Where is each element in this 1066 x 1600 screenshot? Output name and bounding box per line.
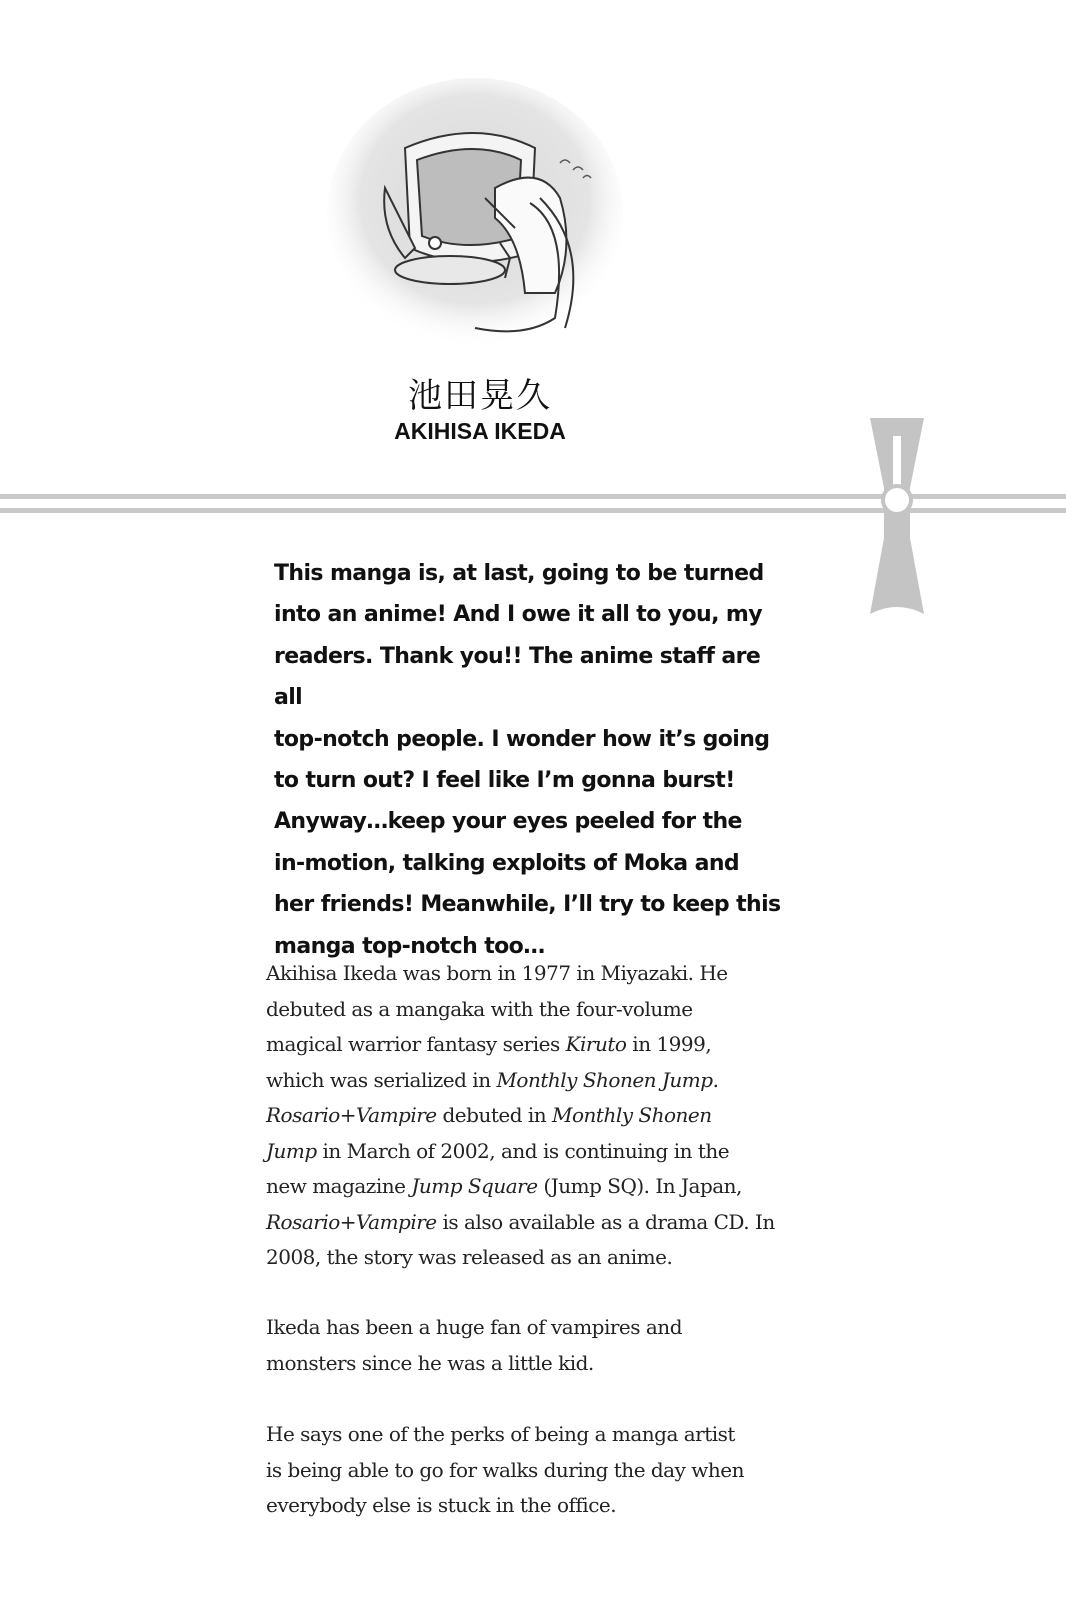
bio-line: Rosario+Vampire is also available as a drama CD. In [266, 1209, 775, 1234]
message-line: top-notch people. I wonder how it’s going [274, 726, 770, 752]
bio-line: Rosario+Vampire debuted in Monthly Shonen [266, 1103, 712, 1127]
bio-paragraph [266, 1310, 786, 1381]
ribbon-ornament-icon [862, 418, 932, 618]
message-line: readers. Thank you!! The anime staff are all [274, 643, 761, 711]
author-name-english: AKIHISA IKEDA [394, 418, 566, 444]
bio-line: Akihisa Ikeda was born in 1977 in Miyazaki. He [266, 961, 728, 985]
message-line: manga top-notch too… [274, 933, 545, 959]
message-line: Anyway…keep your eyes peeled for the [274, 809, 742, 835]
bio-line: is being able to go for walks during the day when [266, 1457, 744, 1482]
bio-line: new magazine Jump Square (Jump SQ). In Japan, [266, 1174, 742, 1198]
bio-line: magical warrior fantasy series Kiruto in 1999, [266, 1032, 712, 1056]
bio-line: He says one of the perks of being a manga artist [266, 1422, 735, 1446]
bio-line: Jump in March of 2002, and is continuing in the [266, 1138, 730, 1163]
bio-paragraph [266, 956, 786, 1276]
bio-line: 2008, the story was released as an anime. [266, 1245, 673, 1269]
message-line: her friends! Meanwhile, I’ll try to keep this [274, 892, 781, 918]
message-line: This manga is, at last, going to be turned [274, 561, 764, 586]
bio-line: debuted as a mangaka with the four-volume [266, 996, 693, 1021]
bio-paragraph [266, 1417, 786, 1524]
bio-line: Ikeda has been a huge fan of vampires and [266, 1315, 682, 1339]
author-name-japanese: 池田晃久 [408, 376, 552, 416]
bio-line: everybody else is stuck in the office. [266, 1493, 617, 1517]
message-line: to turn out? I feel like I’m gonna burst! [274, 768, 735, 794]
author-illustration [325, 78, 625, 358]
bio-line: which was serialized in Monthly Shonen Jump. [266, 1067, 719, 1092]
message-line: into an anime! And I owe it all to you, my [274, 602, 762, 628]
author-message [274, 553, 794, 967]
message-line: in-motion, talking exploits of Moka and [274, 850, 740, 876]
bio-line: monsters since he was a little kid. [266, 1350, 594, 1375]
